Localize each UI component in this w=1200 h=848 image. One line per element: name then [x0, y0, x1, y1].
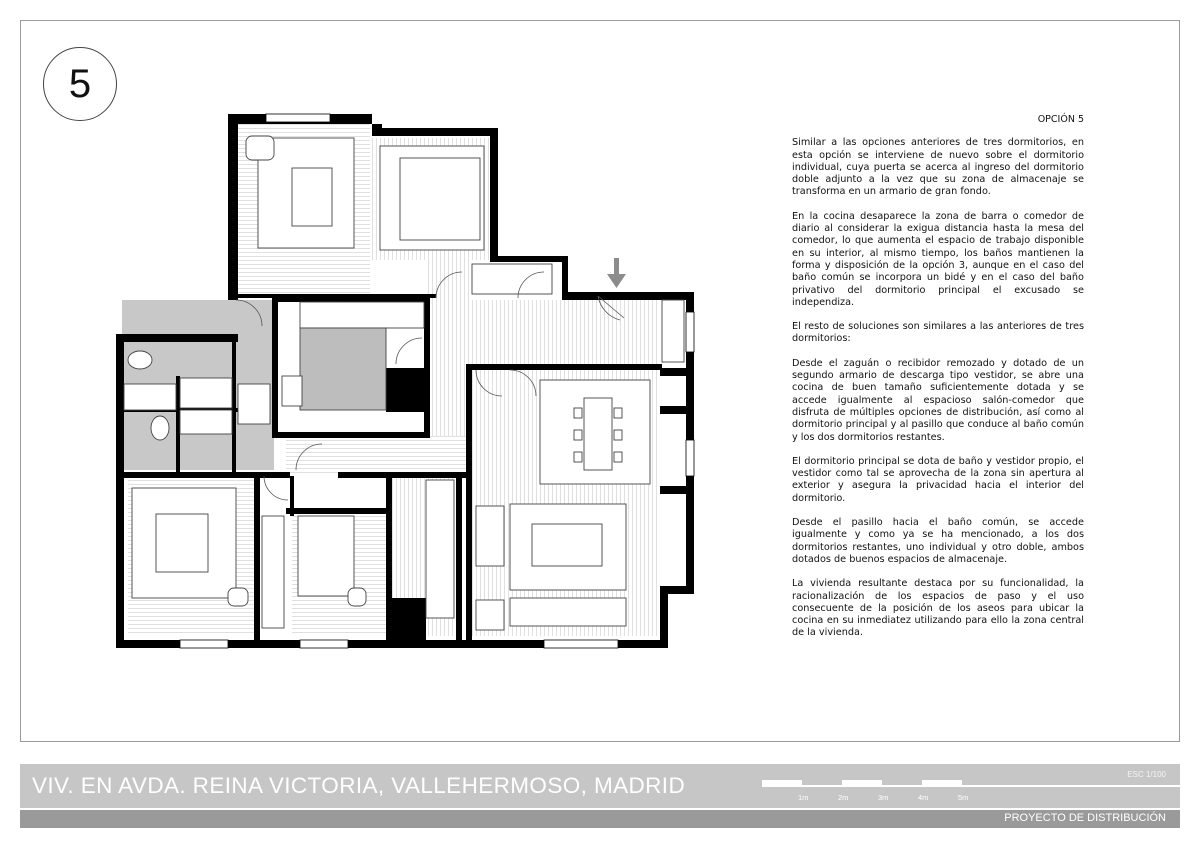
scale-tick: 2m — [838, 793, 849, 802]
scale-tick: 1m — [798, 793, 809, 802]
side-unit — [476, 600, 504, 630]
dressing-storage — [472, 264, 552, 294]
subtitle-band — [20, 810, 1180, 828]
closet-bedroom-3 — [426, 480, 454, 618]
paragraph: Desde el zaguán o recibidor remozado y dotado de un segundo armario de descarga tipo vestidor, se abre una cocina de buen tamaño suficientemente dotada y se accede igualmente al espacioso salón-comedor que disfruta de múltiples opciones de distribución, así como al dormitorio principal y al pasillo que conduce al baño común y los dos dormitorios restantes. — [792, 357, 1084, 443]
paragraph: La vivienda resultante destaca por su funcionalidad, la racionalización de los espacios de paso y el uso consecuente de la posición de los aseos para ubicar la cocina en su inmediatez utilizando para ello la zona central de la vivienda. — [792, 578, 1084, 639]
window-entry — [686, 312, 694, 352]
entry-closet — [662, 300, 684, 362]
bed-3 — [298, 516, 354, 596]
project-title: VIV. EN AVDA. REINA VICTORIA, VALLEHERMOSO, MADRID — [32, 773, 686, 798]
paragraph: El dormitorio principal se dota de baño y vestidor propio, el vestidor como tal se aprovecha de la zona sin apertura al exterior y asegura la privacidad hacia el interior del dormitorio. — [792, 455, 1084, 504]
bidet-area — [180, 410, 232, 434]
coffee-table — [532, 524, 602, 566]
arrow-down-icon — [607, 258, 626, 288]
closet-bedroom-2 — [262, 516, 284, 628]
bathtub — [180, 378, 232, 408]
shower — [124, 384, 176, 410]
kitchen-sink — [282, 376, 302, 406]
armchair-living — [476, 506, 504, 566]
paragraph: Desde el pasillo hacia el baño común, se accede igualmente y como ya se ha mencionado, a los dos dormitorios restantes, uno individual y otro doble, ambos dotados de buenos espacios de almacenaje. — [792, 517, 1084, 565]
title-band — [20, 764, 1180, 808]
window-living-1 — [544, 640, 618, 648]
window-bedroom-2 — [180, 640, 228, 648]
armchair — [246, 136, 274, 160]
hall-floor — [286, 436, 466, 476]
scale-tick: 5m — [958, 793, 969, 802]
subtitle: PROYECTO DE DISTRIBUCIÓN — [1004, 812, 1166, 824]
chair-b2 — [228, 588, 248, 606]
paragraph: El resto de soluciones son similares a las anteriores de tres dormitorios: — [792, 321, 1084, 345]
sofa — [510, 598, 626, 626]
scale-tick: 3m — [878, 793, 889, 802]
toilet — [128, 351, 152, 369]
graphic-scale-bar — [762, 777, 1182, 807]
window-master-bedroom — [266, 114, 330, 122]
toilet-2 — [151, 416, 169, 440]
dining-table — [584, 398, 612, 470]
option-title: OPCIÓN 5 — [1037, 114, 1084, 125]
kitchen-island — [300, 328, 386, 410]
paragraph: En la cocina desaparece la zona de barra o comedor de diario al considerar la exigua distancia hasta la mesa del comedor, lo que aumenta el espacio de trabajo disponible en su interior, al mismo tiempo, los baños mantienen la forma y disposición de la opción 3, aunque en el caso del baño común se incorpora un bidé y en el caso del baño privativo del dormitorio principal el excusado se independiza. — [792, 210, 1084, 308]
washbasin — [238, 384, 270, 424]
bed-2 — [132, 488, 236, 598]
window-bedroom-3 — [300, 640, 348, 648]
paragraph: Similar a las opciones anteriores de tres dormitorios, en esta opción se interviene de nuevo sobre el dormitorio individual, cuya puerta se acerca al ingreso del dormitorio doble adjunto a la vez que su zona de almacenaje se transforma en un armario de gran fondo. — [792, 137, 1084, 198]
scale-label: ESC 1/100 — [1127, 770, 1166, 779]
description-text — [792, 114, 1084, 652]
option-number: 5 — [68, 61, 92, 106]
kitchen-counter — [300, 302, 424, 328]
chair-b3 — [348, 588, 366, 606]
window-living-2 — [686, 440, 694, 476]
scale-tick: 4m — [918, 793, 929, 802]
entry-hall-floor — [472, 300, 660, 370]
